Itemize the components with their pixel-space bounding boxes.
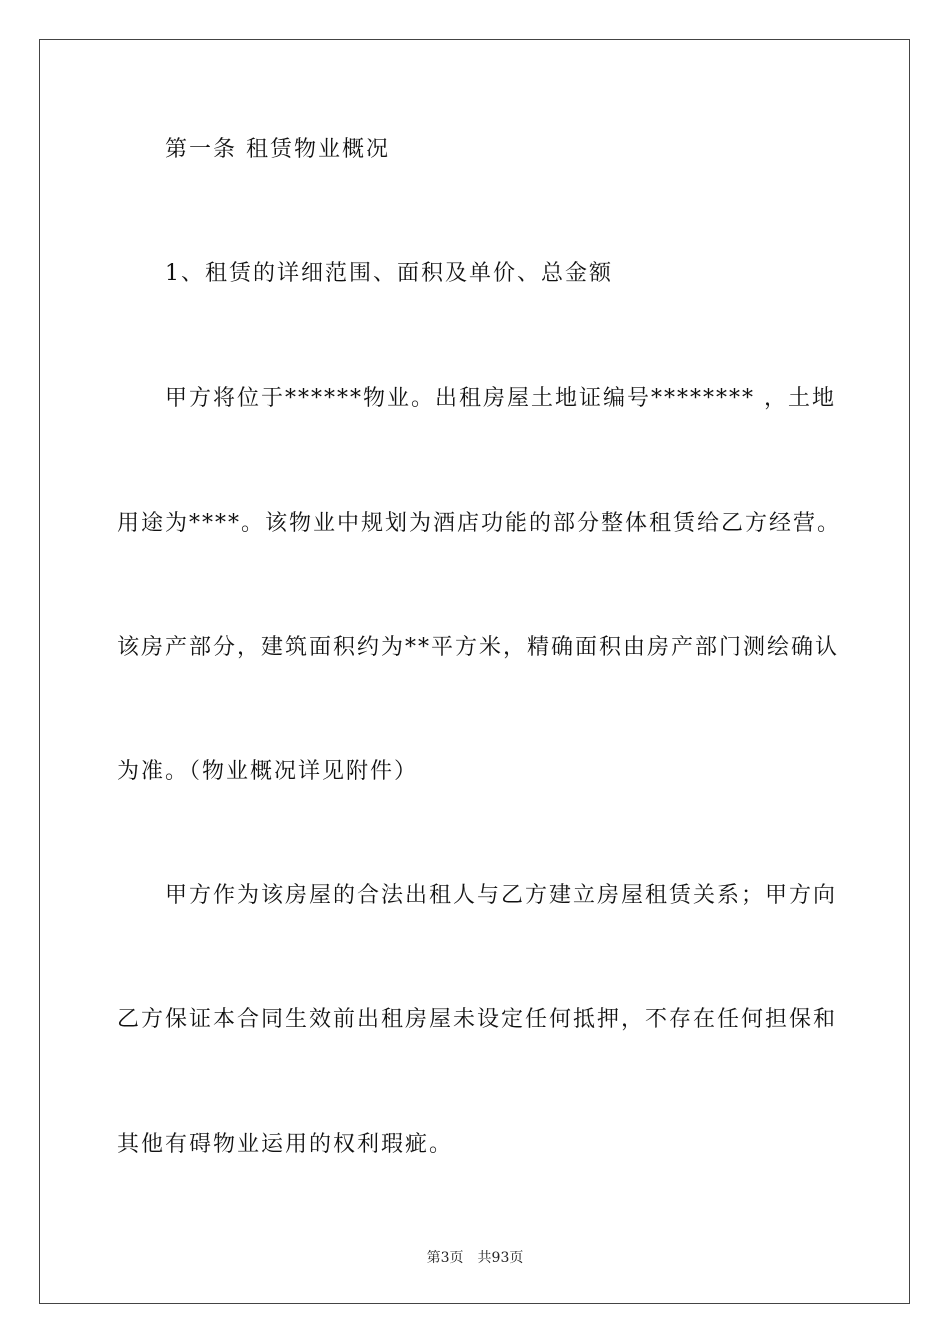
page-border — [39, 39, 910, 1304]
paragraph-line: 该房产部分，建筑面积约为**平方米，精确面积由房产部门测绘确认 — [117, 635, 840, 660]
paragraph-line: 用途为****。该物业中规划为酒店功能的部分整体租赁给乙方经营。 — [117, 511, 842, 536]
page-total: 共93页 — [477, 1250, 524, 1266]
paragraph-line: 其他有碍物业运用的权利瑕疵。 — [117, 1132, 454, 1157]
paragraph-line: 乙方保证本合同生效前出租房屋未设定任何抵押，不存在任何担保和 — [117, 1007, 838, 1032]
subsection-heading: 1、租赁的详细范围、面积及单价、总金额 — [165, 261, 613, 286]
section-heading: 第一条 租赁物业概况 — [165, 137, 390, 162]
paragraph-line: 为准。（物业概况详见附件） — [117, 759, 419, 784]
page-footer — [0, 1248, 950, 1268]
page-number: 第3页 — [426, 1250, 464, 1266]
paragraph-line: 甲方将位于******物业。出租房屋土地证编号******** ，土地 — [165, 386, 836, 411]
paragraph-line: 甲方作为该房屋的合法出租人与乙方建立房屋租赁关系；甲方向 — [165, 883, 838, 908]
